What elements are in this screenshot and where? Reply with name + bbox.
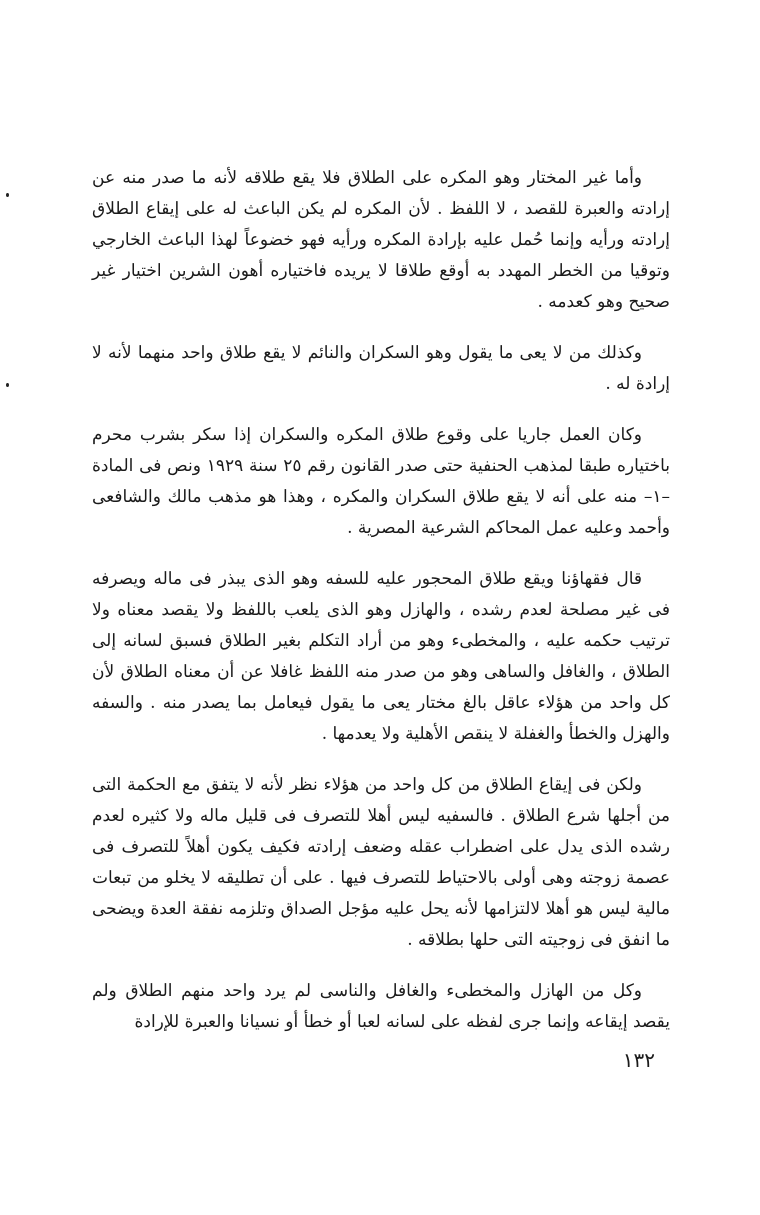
paragraph-5: ولكن فى إيقاع الطلاق من كل واحد من هؤلاء نظر لأنه لا يتفق مع الحكمة التى من أجلها شرع الطلاق . فالسفيه ليس أهلا للتصرف فى قليل ماله ولا كثيره لعدم رشده الذى يدل على اضطراب عقله وضعف إرادته فكيف يكون أهلاً للتصرف فى عصمة زوجته وهى أولى بالاحتياط للتصرف فيها . على أن تطليقه لا يخلو من تبعات مالية ليس هو أهلا لالتزامها لأنه يحل عليه مؤجل الصداق وتلزمه نفقة العدة ويضحى ما انفق فى زوجيته التى حلها بطلاقه . [92, 775, 670, 950]
paragraph-6: وكل من الهازل والمخطىء والغافل والناسى لم يرد واحد منهم الطلاق ولم يقصد إيقاعه وإنما جرى لفظه على لسانه لعبا أو خطأ أو نسيانا والعبرة للإرادة [92, 981, 670, 1032]
page-body [92, 163, 670, 1058]
paragraph-1: وأما غير المختار وهو المكره على الطلاق فلا يقع طلاقه لأنه ما صدر منه عن إرادته والعبرة للقصد ، لا اللفظ . لأن المكره لم يكن الباعث له على إيقاع الطلاق إرادته ورأيه وإنما حُمل عليه بإرادة المكره ورأيه فهو خضوعاً لهذا الباعث الخارجي وتوقيا من الخطر المهدد به أوقع طلاقا لا يريده فاختياره أهون الشرين اختيار غير صحيح وهو كعدمه . [92, 168, 670, 312]
scan-speck [6, 383, 9, 387]
paragraph-2: وكذلك من لا يعى ما يقول وهو السكران والنائم لا يقع طلاق واحد منهما لأنه لا إرادة له . [92, 343, 670, 394]
paragraph-4: قال فقهاؤنا ويقع طلاق المحجور عليه للسفه وهو الذى يبذر فى ماله ويصرفه فى غير مصلحة لعدم رشده ، والهازل وهو الذى يلعب باللفظ ولا يقصد معناه ولا ترتيب حكمه عليه ، والمخطىء وهو من أراد التكلم بغير الطلاق فسبق لسانه إلى الطلاق ، والغافل والساهى وهو من صدر منه اللفظ غافلا عن أن معناه الطلاق لأن كل واحد من هؤلاء عاقل بالغ مختار يعى ما يقول فيعامل بما يصدر منه . والسفه والهزل والخطأ والغفلة لا ينقص الأهلية ولا يعدمها . [92, 569, 670, 744]
scan-speck [6, 193, 9, 197]
paragraph-3: وكان العمل جاريا على وقوع طلاق المكره والسكران إذا سكر بشرب محرم باختياره طبقا لمذهب الحنفية حتى صدر القانون رقم ٢٥ سنة ١٩٢٩ ونص فى المادة –١– منه على أنه لا يقع طلاق السكران والمكره ، وهذا هو مذهب مالك والشافعى وأحمد وعليه عمل المحاكم الشرعية المصرية . [92, 425, 670, 538]
page-number: ١٣٢ [622, 1048, 655, 1072]
